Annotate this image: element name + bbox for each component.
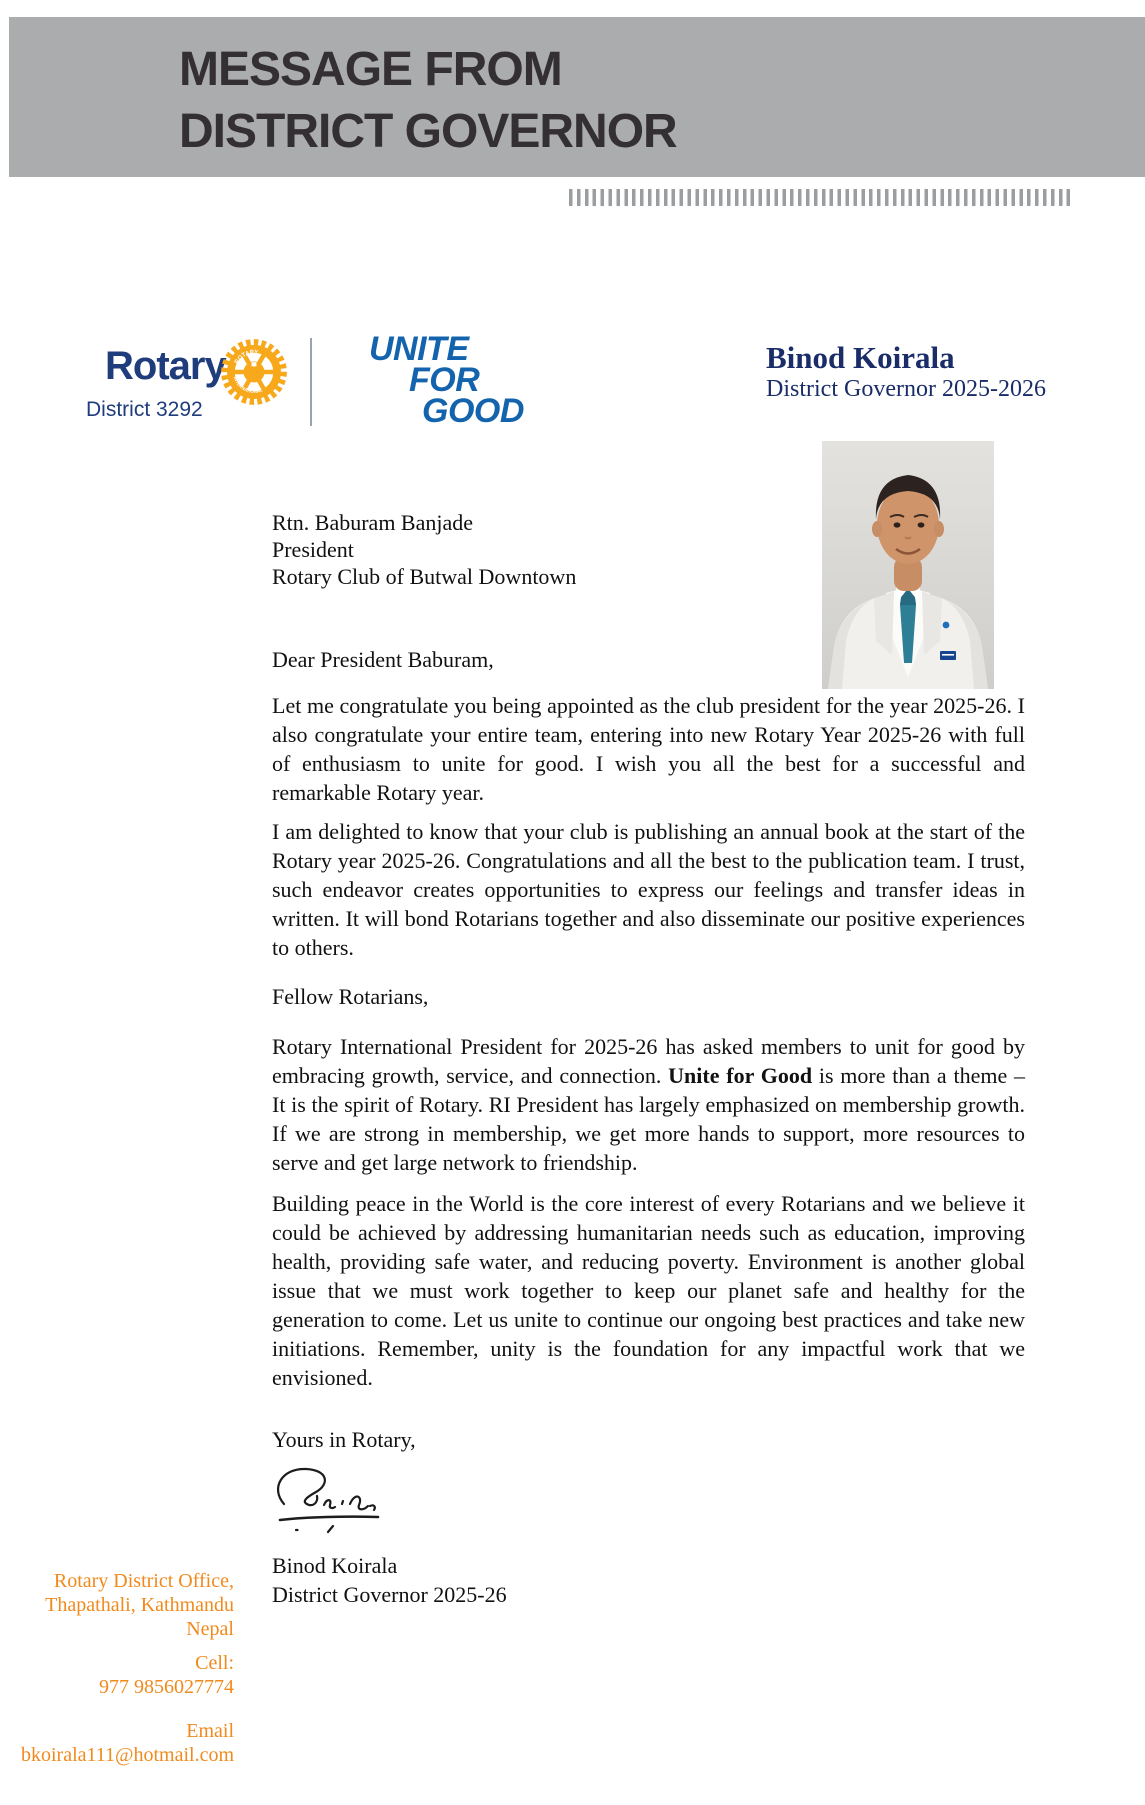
governor-title-heading: District Governor 2025-2026	[766, 376, 1046, 402]
rotary-wheel-icon	[219, 337, 289, 407]
rotary-wordmark: Rotary	[105, 344, 226, 388]
paragraph-3-end: is more than a theme – It is the spirit of Rotary. RI President has largely emphasized on membership growth. If we are strong in membership, we get more hands to support, more resources to serve and get large network to friendship.	[272, 1063, 1025, 1175]
recipient-name: Rtn. Baburam Banjade	[272, 510, 474, 535]
tagline-line2: FOR	[409, 361, 480, 399]
footer-email-address: bkoirala111@hotmail.com	[21, 1744, 234, 1766]
wheel-top-text: ROTARY	[234, 349, 259, 366]
footer-office: Rotary District Office,	[53, 1570, 234, 1592]
signature-scribble	[266, 1460, 406, 1555]
page-title-line2: DISTRICT GOVERNOR	[179, 105, 677, 158]
footer-email-label: Email	[186, 1720, 234, 1742]
footer-country: Nepal	[186, 1618, 234, 1640]
page-title	[179, 39, 677, 163]
footer-locality: Thapathali, Kathmandu	[45, 1594, 234, 1616]
recipient-block	[272, 509, 1025, 590]
paragraph-3	[272, 1032, 1025, 1177]
page-title-line1: MESSAGE FROM	[179, 43, 562, 96]
paragraph-3-start: Rotary International President for 2025-26 has asked members to unit for good by embracing growth, service, and connection.	[272, 1034, 1025, 1088]
tagline-line3: GOOD	[422, 392, 524, 430]
unite-for-good-tagline	[369, 330, 524, 430]
fellow-rotarians-line: Fellow Rotarians,	[272, 984, 429, 1009]
footer-cell-number: 977 9856027774	[99, 1676, 234, 1698]
rotary-district-label: District 3292	[86, 398, 203, 421]
salutation: Dear President Baburam,	[272, 647, 494, 672]
paragraph-1: Let me congratulate you being appointed as the club president for the year 2025-26. I also congratulate your entire team, entering into new Rotary Year 2025-26 with full of enthusiasm to unite for good. I wish you all the best for a successful and remarkable Rotary year.	[272, 693, 1025, 805]
signer-name: Binod Koirala	[272, 1553, 398, 1578]
signer-title: District Governor 2025-26	[272, 1582, 507, 1607]
decorative-stripe-bar	[569, 189, 1072, 206]
wheel-bottom-text: INTERNATIONAL	[232, 376, 264, 395]
footer-contact-block	[12, 1569, 234, 1767]
paragraph-4: Building peace in the World is the core interest of every Rotarians and we believe it could be achieved by addressing humanitarian needs such as education, improving health, providing safe water, and reducing poverty. Environment is another global issue that we must work together to keep our planet safe and healthy for the generation to come. Let us unite to continue our ongoing best practices and take new initiations. Remember, unity is the foundation for any impactful work that we envisioned.	[272, 1191, 1025, 1390]
governor-name-heading: Binod Koirala	[766, 340, 955, 375]
recipient-role: President	[272, 537, 354, 562]
recipient-club: Rotary Club of Butwal Downtown	[272, 564, 577, 589]
tagline-line1: UNITE	[369, 330, 469, 368]
paragraph-2: I am delighted to know that your club is publishing an annual book at the start of the Rotary year 2025-26. Congratulations and all the best to the publication team. I trust, such endeavor creates opportunities to express our feelings and transfer ideas in written. It will bond Rotarians together and also disseminate our positive experiences to others.	[272, 819, 1025, 960]
logo-divider	[310, 338, 312, 426]
header-banner	[9, 17, 1145, 177]
unite-for-good-bold: Unite for Good	[668, 1063, 813, 1088]
closing-line: Yours in Rotary,	[272, 1427, 416, 1452]
footer-cell-label: Cell:	[195, 1652, 234, 1674]
